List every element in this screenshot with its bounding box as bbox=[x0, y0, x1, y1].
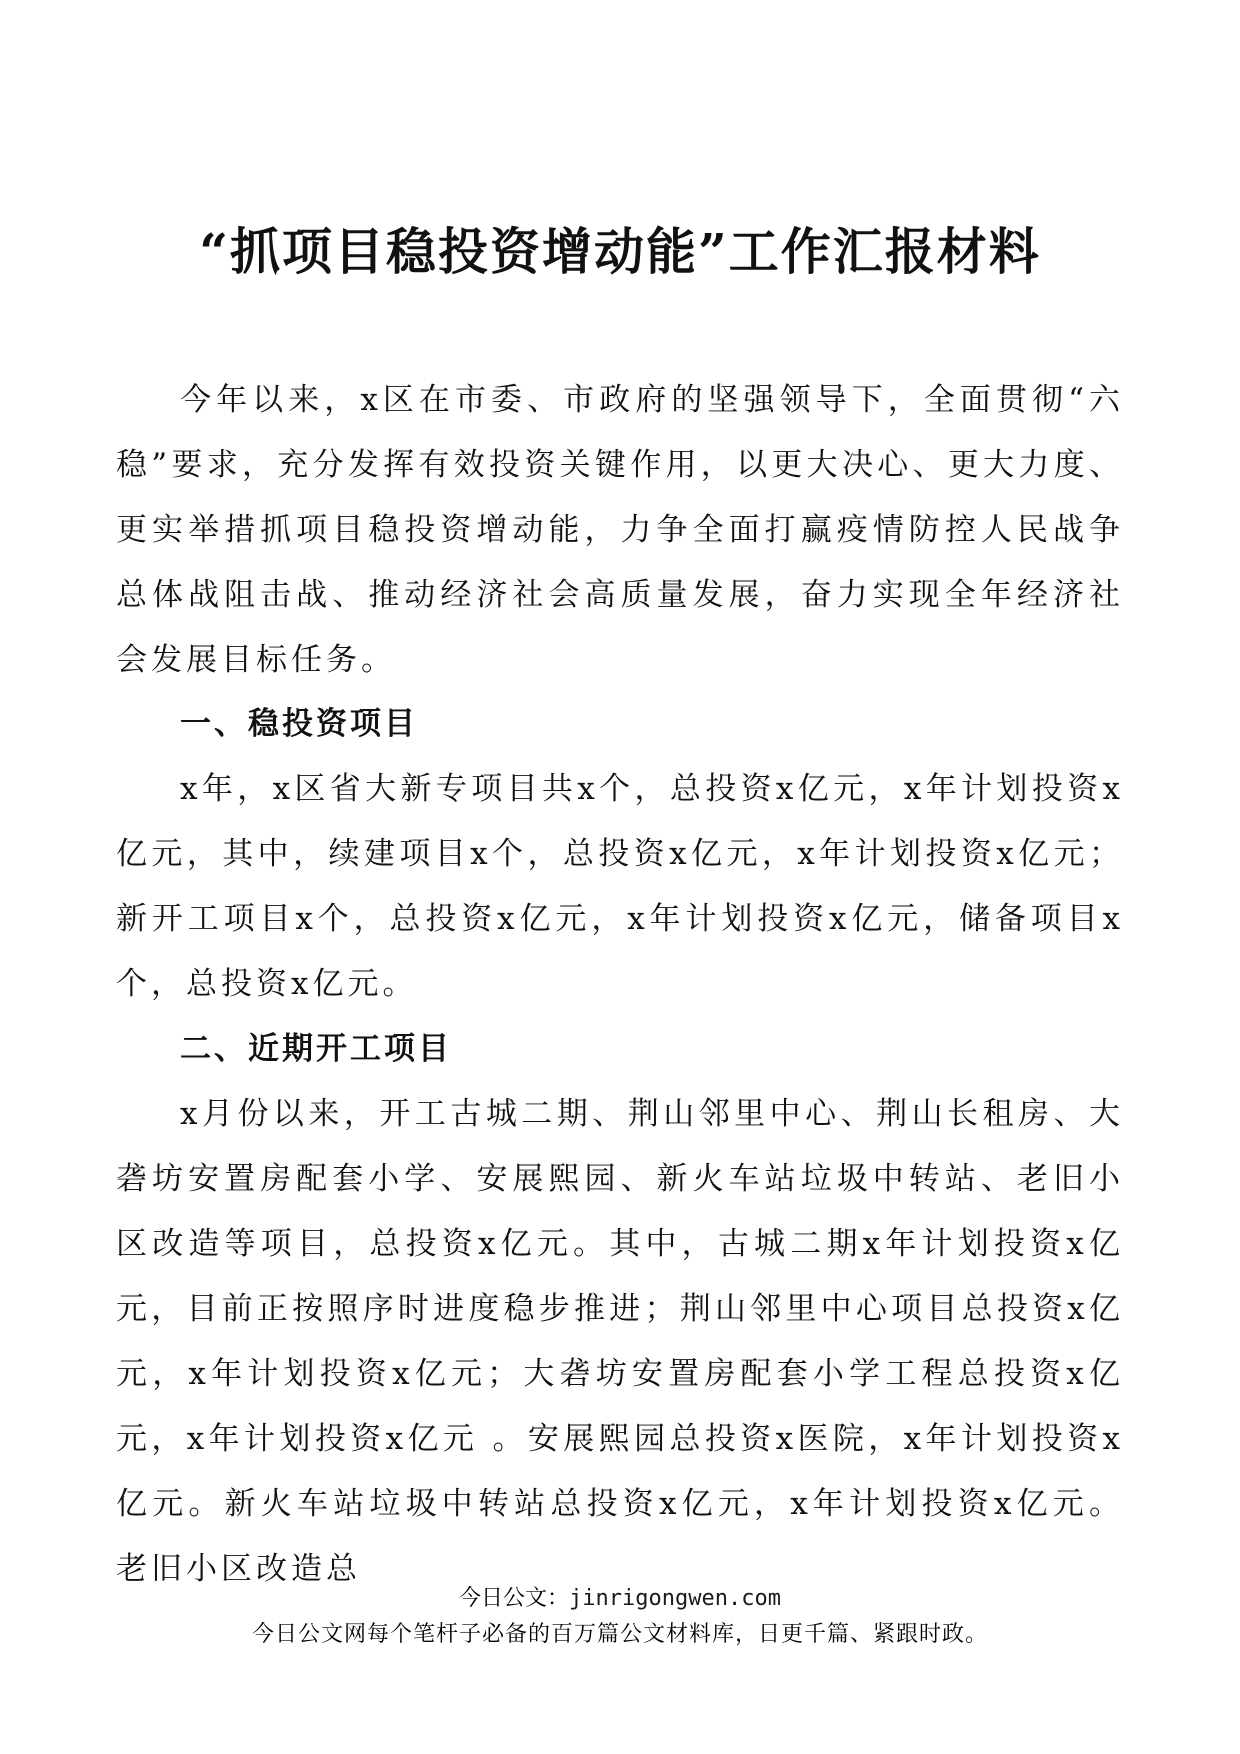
footer-slogan: 今日公文网每个笔杆子必备的百万篇公文材料库，日更千篇、紧跟时政。 bbox=[251, 1622, 988, 1647]
footer-site-line bbox=[0, 1584, 1240, 1614]
intro-paragraph: 今年以来，x区在市委、市政府的坚强领导下，全面贯彻“六稳”要求，充分发挥有效投资关键作用，以更大决心、更大力度、更实举措抓项目稳投资增动能，力争全面打赢疫情防控人民战争总体战阻击战、推动经济社会高质量发展，奋力实现全年经济社会发展目标任务。 bbox=[116, 382, 1124, 678]
section-paragraph-investment-projects: x年，x区省大新专项目共x个，总投资x亿元，x年计划投资x亿元，其中，续建项目x个，总投资x亿元，x年计划投资x亿元；新开工项目x个，总投资x亿元，x年计划投资x亿元，储备项目x个，总投资x亿元。 bbox=[116, 771, 1124, 1002]
document-title: “抓项目稳投资增动能”工作汇报材料 bbox=[199, 221, 1041, 281]
footer-site-label: 今日公文： bbox=[459, 1586, 570, 1611]
footer-site-link[interactable]: jinrigongwen.com bbox=[569, 1586, 781, 1611]
section-heading-recent-projects: 二、近期开工项目 bbox=[180, 1031, 452, 1067]
section-heading-investment-projects: 一、稳投资项目 bbox=[180, 706, 418, 742]
section-paragraph-recent-projects: x月份以来，开工古城二期、荆山邻里中心、荆山长租房、大砻坊安置房配套小学、安展熙园、新火车站垃圾中转站、老旧小区改造等项目，总投资x亿元。其中，古城二期x年计划投资x亿元，目前正按照序时进度稳步推进；荆山邻里中心项目总投资x亿元，x年计划投资x亿元；大砻坊安置房配套小学工程总投资x亿元，x年计划投资x亿元 。安展熙园总投资x医院，x年计划投资x亿元。新火车站垃圾中转站总投资x亿元，x年计划投资x亿元。老旧小区改造总 bbox=[116, 1096, 1124, 1587]
